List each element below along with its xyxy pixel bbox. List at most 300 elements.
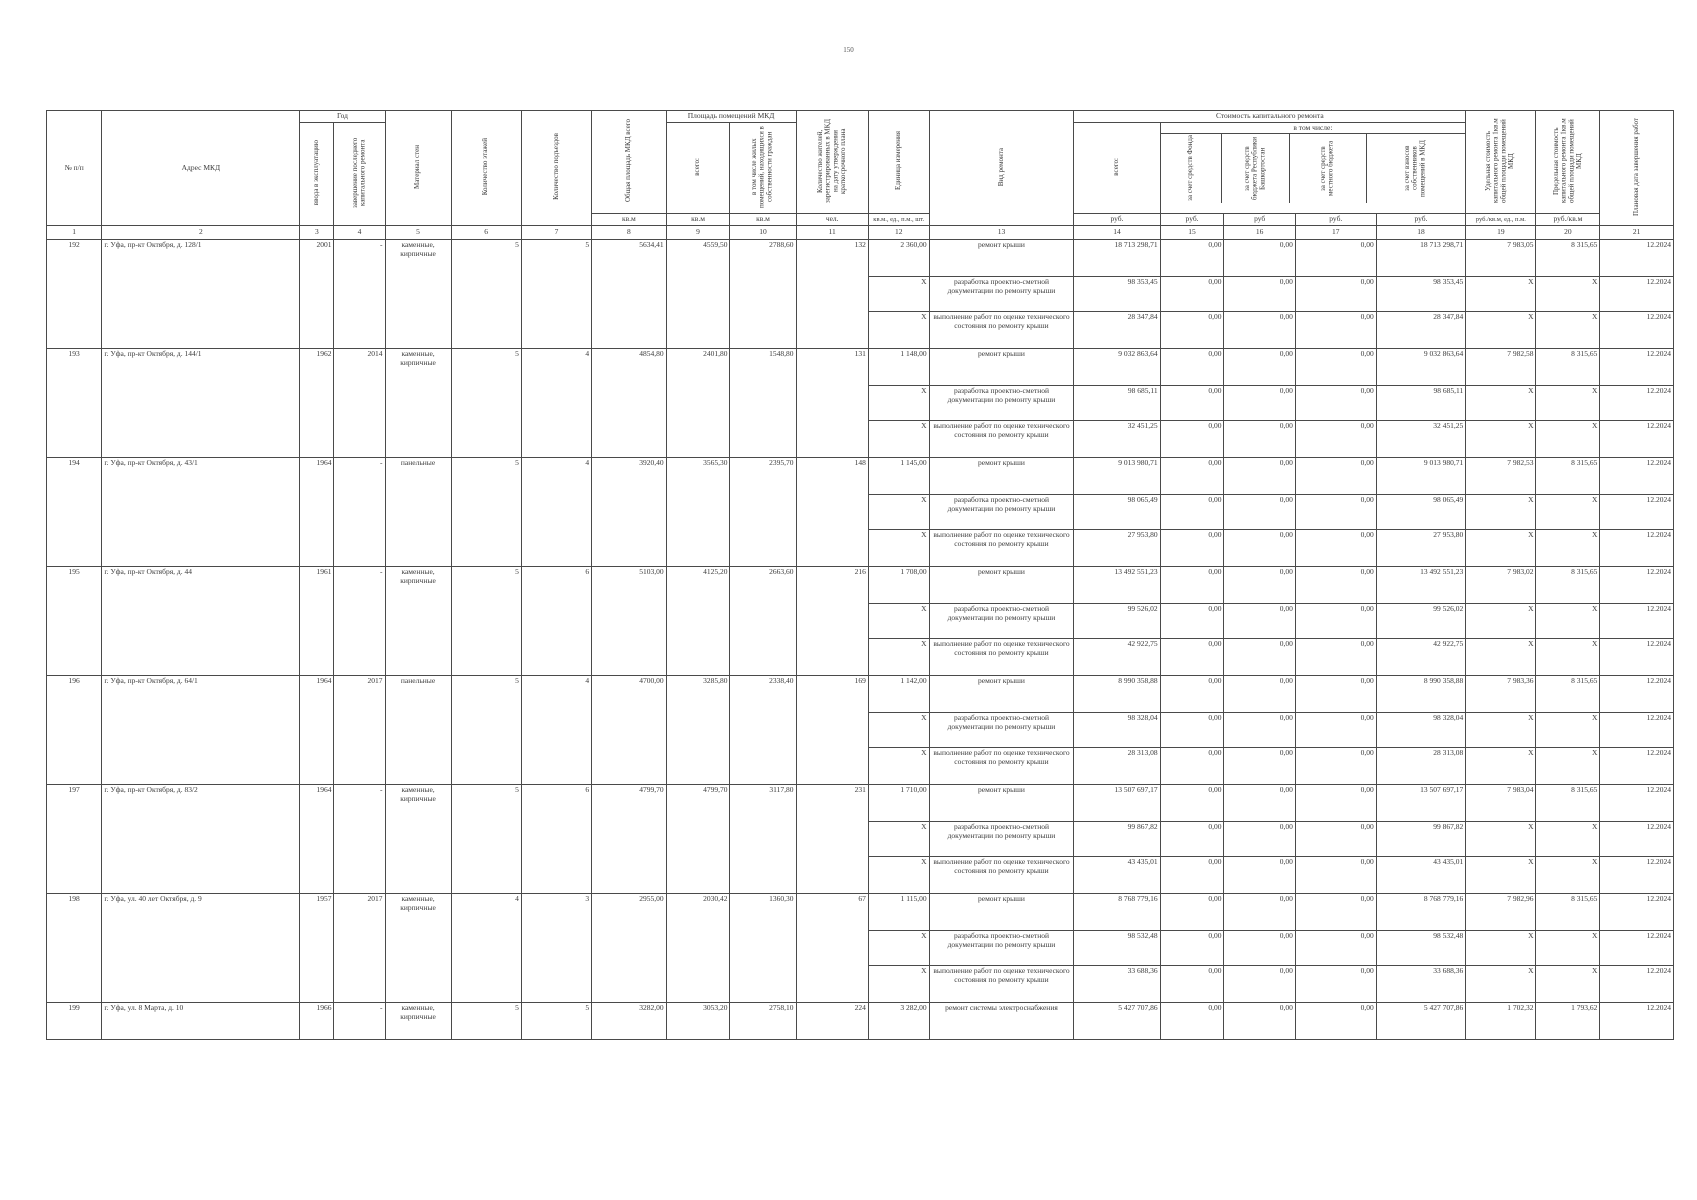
row-entrances: 4 bbox=[521, 676, 591, 785]
header-address: Адрес МКД bbox=[102, 111, 300, 226]
row-cost-total: 28 313,08 bbox=[1074, 748, 1160, 785]
header-incl-group bbox=[1160, 122, 1466, 214]
row-max-cost: 8 315,65 bbox=[1536, 894, 1600, 931]
row-cost-local: 0,00 bbox=[1295, 822, 1376, 857]
row-cost-republic: 0,00 bbox=[1224, 931, 1295, 966]
row-specific-cost: 7 982,96 bbox=[1466, 894, 1536, 931]
row-cost-total: 9 013 980,71 bbox=[1074, 458, 1160, 495]
row-material: панельные bbox=[385, 676, 451, 785]
unit-cell: кв.м., ед., п.м., шт. bbox=[868, 214, 929, 226]
unit-cell: руб. bbox=[1160, 214, 1224, 226]
row-max-cost: X bbox=[1536, 495, 1600, 530]
row-work-type: выполнение работ по оценке технического состояния по ремонту крыши bbox=[929, 421, 1074, 458]
header-cost-group: Стоимость капитального ремонта bbox=[1074, 111, 1466, 123]
header-specific-cost: Удельная стоимость капитального ремонта 1кв.м общей площади помещений МКД bbox=[1466, 111, 1536, 214]
row-work-type: разработка проектно-сметной документации по ремонту крыши bbox=[929, 386, 1074, 421]
row-cost-local: 0,00 bbox=[1295, 713, 1376, 748]
row-cost-republic: 0,00 bbox=[1224, 530, 1295, 567]
row-cost-total: 33 688,36 bbox=[1074, 966, 1160, 1003]
header-premises-private: в том числе жилых помещений, находящихся в собственности граждан bbox=[730, 122, 796, 214]
row-cost-total: 27 953,80 bbox=[1074, 530, 1160, 567]
row-work-type: выполнение работ по оценке технического состояния по ремонту крыши bbox=[929, 530, 1074, 567]
row-premises: 4559,50 bbox=[666, 240, 730, 349]
column-number: 8 bbox=[592, 226, 667, 240]
row-private: 2788,60 bbox=[730, 240, 796, 349]
row-cost-republic: 0,00 bbox=[1224, 748, 1295, 785]
row-address: г. Уфа, пр-кт Октября, д. 64/1 bbox=[102, 676, 300, 785]
table-row bbox=[47, 894, 1674, 931]
row-area: 4799,70 bbox=[592, 785, 667, 894]
row-floors: 5 bbox=[451, 676, 521, 785]
row-work-type: разработка проектно-сметной документации по ремонту крыши bbox=[929, 604, 1074, 639]
row-work-type: выполнение работ по оценке технического состояния по ремонту крыши bbox=[929, 966, 1074, 1003]
row-cost-republic: 0,00 bbox=[1224, 567, 1295, 604]
row-specific-cost: 7 983,36 bbox=[1466, 676, 1536, 713]
unit-cell: руб. bbox=[1074, 214, 1160, 226]
header-floors: Количество этажей bbox=[451, 111, 521, 226]
row-cost-total: 8 990 358,88 bbox=[1074, 676, 1160, 713]
row-cost-local: 0,00 bbox=[1295, 349, 1376, 386]
row-premises: 3565,30 bbox=[666, 458, 730, 567]
column-number: 1 bbox=[47, 226, 102, 240]
header-premises-total: всего: bbox=[666, 122, 730, 214]
row-cost-fund: 0,00 bbox=[1160, 386, 1224, 421]
row-unit: X bbox=[868, 748, 929, 785]
row-residents: 216 bbox=[796, 567, 868, 676]
row-planned-date: 12.2024 bbox=[1600, 785, 1674, 822]
row-cost-total: 13 492 551,23 bbox=[1074, 567, 1160, 604]
row-cost-local: 0,00 bbox=[1295, 458, 1376, 495]
row-cost-republic: 0,00 bbox=[1224, 676, 1295, 713]
row-specific-cost: X bbox=[1466, 822, 1536, 857]
row-cost-republic: 0,00 bbox=[1224, 1003, 1295, 1040]
row-premises: 2030,42 bbox=[666, 894, 730, 1003]
row-cost-owners: 5 427 707,86 bbox=[1376, 1003, 1466, 1040]
row-num: 192 bbox=[47, 240, 102, 349]
row-max-cost: X bbox=[1536, 421, 1600, 458]
row-planned-date: 12.2024 bbox=[1600, 240, 1674, 277]
row-cost-owners: 9 032 863,64 bbox=[1376, 349, 1466, 386]
row-unit: X bbox=[868, 386, 929, 421]
column-number: 2 bbox=[102, 226, 300, 240]
row-cost-owners: 98 328,04 bbox=[1376, 713, 1466, 748]
row-planned-date: 12.2024 bbox=[1600, 966, 1674, 1003]
row-floors: 5 bbox=[451, 349, 521, 458]
row-private: 2663,60 bbox=[730, 567, 796, 676]
row-cost-republic: 0,00 bbox=[1224, 386, 1295, 421]
row-repair-year: - bbox=[334, 458, 385, 567]
header-planned-date: Плановая дата завершения работ bbox=[1600, 111, 1674, 226]
row-area: 4700,00 bbox=[592, 676, 667, 785]
row-specific-cost: X bbox=[1466, 931, 1536, 966]
row-num: 197 bbox=[47, 785, 102, 894]
row-cost-republic: 0,00 bbox=[1224, 458, 1295, 495]
row-cost-republic: 0,00 bbox=[1224, 240, 1295, 277]
row-cost-local: 0,00 bbox=[1295, 421, 1376, 458]
row-work-type: ремонт крыши bbox=[929, 349, 1074, 386]
row-unit: X bbox=[868, 966, 929, 1003]
row-area: 4854,80 bbox=[592, 349, 667, 458]
row-work-type: разработка проектно-сметной документации по ремонту крыши bbox=[929, 277, 1074, 312]
row-specific-cost: X bbox=[1466, 966, 1536, 1003]
row-cost-fund: 0,00 bbox=[1160, 567, 1224, 604]
row-cost-fund: 0,00 bbox=[1160, 676, 1224, 713]
row-cost-owners: 9 013 980,71 bbox=[1376, 458, 1466, 495]
row-unit: X bbox=[868, 857, 929, 894]
row-cost-local: 0,00 bbox=[1295, 748, 1376, 785]
header-cost-owners: за счет взносов собственников помещений в МКД bbox=[1403, 139, 1427, 197]
row-cost-owners: 99 867,82 bbox=[1376, 822, 1466, 857]
column-number: 10 bbox=[730, 226, 796, 240]
row-planned-date: 12.2024 bbox=[1600, 458, 1674, 495]
row-planned-date: 12.2024 bbox=[1600, 894, 1674, 931]
row-max-cost: 8 315,65 bbox=[1536, 349, 1600, 386]
row-cost-fund: 0,00 bbox=[1160, 495, 1224, 530]
row-cost-owners: 99 526,02 bbox=[1376, 604, 1466, 639]
row-cost-republic: 0,00 bbox=[1224, 312, 1295, 349]
row-num: 195 bbox=[47, 567, 102, 676]
row-planned-date: 12.2024 bbox=[1600, 567, 1674, 604]
row-year: 1961 bbox=[300, 567, 334, 676]
row-unit: X bbox=[868, 421, 929, 458]
row-unit: X bbox=[868, 713, 929, 748]
row-specific-cost: X bbox=[1466, 604, 1536, 639]
header-year-group: Год bbox=[300, 111, 385, 123]
row-max-cost: X bbox=[1536, 857, 1600, 894]
row-cost-fund: 0,00 bbox=[1160, 458, 1224, 495]
row-floors: 5 bbox=[451, 1003, 521, 1040]
row-unit: X bbox=[868, 604, 929, 639]
row-unit: 1 145,00 bbox=[868, 458, 929, 495]
column-number: 15 bbox=[1160, 226, 1224, 240]
row-work-type: ремонт крыши bbox=[929, 240, 1074, 277]
row-cost-owners: 8 768 779,16 bbox=[1376, 894, 1466, 931]
row-cost-fund: 0,00 bbox=[1160, 421, 1224, 458]
row-planned-date: 12.2024 bbox=[1600, 604, 1674, 639]
row-repair-year: - bbox=[334, 785, 385, 894]
row-cost-owners: 28 313,08 bbox=[1376, 748, 1466, 785]
row-cost-owners: 98 353,45 bbox=[1376, 277, 1466, 312]
row-cost-local: 0,00 bbox=[1295, 312, 1376, 349]
header-premises-group: Площадь помещений МКД bbox=[666, 111, 796, 123]
row-floors: 5 bbox=[451, 567, 521, 676]
row-planned-date: 12.2024 bbox=[1600, 277, 1674, 312]
row-num: 199 bbox=[47, 1003, 102, 1040]
row-planned-date: 12.2024 bbox=[1600, 713, 1674, 748]
row-cost-republic: 0,00 bbox=[1224, 966, 1295, 1003]
row-area: 3282,00 bbox=[592, 1003, 667, 1040]
row-cost-owners: 27 953,80 bbox=[1376, 530, 1466, 567]
row-cost-republic: 0,00 bbox=[1224, 894, 1295, 931]
column-number: 13 bbox=[929, 226, 1074, 240]
row-specific-cost: X bbox=[1466, 857, 1536, 894]
row-cost-fund: 0,00 bbox=[1160, 312, 1224, 349]
row-private: 2338,40 bbox=[730, 676, 796, 785]
column-number: 18 bbox=[1376, 226, 1466, 240]
column-number: 6 bbox=[451, 226, 521, 240]
row-material: каменные, кирпичные bbox=[385, 240, 451, 349]
row-work-type: выполнение работ по оценке технического состояния по ремонту крыши bbox=[929, 748, 1074, 785]
row-entrances: 5 bbox=[521, 240, 591, 349]
row-address: г. Уфа, пр-кт Октября, д. 43/1 bbox=[102, 458, 300, 567]
unit-cell: кв.м bbox=[666, 214, 730, 226]
row-entrances: 5 bbox=[521, 1003, 591, 1040]
row-cost-fund: 0,00 bbox=[1160, 822, 1224, 857]
row-cost-republic: 0,00 bbox=[1224, 822, 1295, 857]
header-cost-total: всего: bbox=[1074, 122, 1160, 214]
table-row bbox=[47, 349, 1674, 386]
column-number: 11 bbox=[796, 226, 868, 240]
row-max-cost: X bbox=[1536, 386, 1600, 421]
row-planned-date: 12.2024 bbox=[1600, 530, 1674, 567]
row-cost-fund: 0,00 bbox=[1160, 785, 1224, 822]
row-entrances: 3 bbox=[521, 894, 591, 1003]
row-unit: X bbox=[868, 639, 929, 676]
row-specific-cost: 1 702,32 bbox=[1466, 1003, 1536, 1040]
row-repair-year: 2017 bbox=[334, 894, 385, 1003]
row-planned-date: 12.2024 bbox=[1600, 676, 1674, 713]
row-cost-fund: 0,00 bbox=[1160, 748, 1224, 785]
row-repair-year: - bbox=[334, 1003, 385, 1040]
row-planned-date: 12.2024 bbox=[1600, 495, 1674, 530]
row-year: 1964 bbox=[300, 458, 334, 567]
row-planned-date: 12.2024 bbox=[1600, 349, 1674, 386]
row-work-type: ремонт крыши bbox=[929, 567, 1074, 604]
row-max-cost: X bbox=[1536, 277, 1600, 312]
row-planned-date: 12.2024 bbox=[1600, 421, 1674, 458]
row-cost-local: 0,00 bbox=[1295, 1003, 1376, 1040]
row-area: 3920,40 bbox=[592, 458, 667, 567]
row-specific-cost: 7 983,02 bbox=[1466, 567, 1536, 604]
row-residents: 148 bbox=[796, 458, 868, 567]
row-cost-local: 0,00 bbox=[1295, 931, 1376, 966]
row-cost-fund: 0,00 bbox=[1160, 966, 1224, 1003]
row-year: 2001 bbox=[300, 240, 334, 349]
column-number: 5 bbox=[385, 226, 451, 240]
unit-cell: кв.м bbox=[730, 214, 796, 226]
row-cost-owners: 8 990 358,88 bbox=[1376, 676, 1466, 713]
unit-cell: кв.м bbox=[592, 214, 667, 226]
row-planned-date: 12.2024 bbox=[1600, 639, 1674, 676]
column-number: 16 bbox=[1224, 226, 1295, 240]
row-work-type: разработка проектно-сметной документации по ремонту крыши bbox=[929, 931, 1074, 966]
row-specific-cost: X bbox=[1466, 713, 1536, 748]
row-cost-total: 9 032 863,64 bbox=[1074, 349, 1160, 386]
row-unit: 1 115,00 bbox=[868, 894, 929, 931]
row-cost-republic: 0,00 bbox=[1224, 713, 1295, 748]
unit-cell: руб. bbox=[1295, 214, 1376, 226]
row-cost-local: 0,00 bbox=[1295, 639, 1376, 676]
row-num: 194 bbox=[47, 458, 102, 567]
row-cost-local: 0,00 bbox=[1295, 857, 1376, 894]
page-number: 150 bbox=[843, 46, 854, 54]
row-private: 2395,70 bbox=[730, 458, 796, 567]
row-year: 1966 bbox=[300, 1003, 334, 1040]
header-wall-material: Материал стен bbox=[385, 111, 451, 226]
row-cost-local: 0,00 bbox=[1295, 785, 1376, 822]
row-cost-local: 0,00 bbox=[1295, 894, 1376, 931]
row-private: 3117,80 bbox=[730, 785, 796, 894]
row-year: 1962 bbox=[300, 349, 334, 458]
row-floors: 5 bbox=[451, 458, 521, 567]
row-work-type: выполнение работ по оценке технического состояния по ремонту крыши bbox=[929, 639, 1074, 676]
table-body bbox=[47, 240, 1674, 1040]
row-area: 5634,41 bbox=[592, 240, 667, 349]
row-specific-cost: X bbox=[1466, 495, 1536, 530]
row-specific-cost: X bbox=[1466, 277, 1536, 312]
row-repair-year: - bbox=[334, 240, 385, 349]
row-premises: 3285,80 bbox=[666, 676, 730, 785]
row-cost-fund: 0,00 bbox=[1160, 639, 1224, 676]
row-cost-total: 98 328,04 bbox=[1074, 713, 1160, 748]
row-cost-local: 0,00 bbox=[1295, 386, 1376, 421]
row-unit: X bbox=[868, 495, 929, 530]
row-max-cost: X bbox=[1536, 822, 1600, 857]
row-cost-fund: 0,00 bbox=[1160, 604, 1224, 639]
column-number: 14 bbox=[1074, 226, 1160, 240]
header-cost-local: за счет средств местного бюджета bbox=[1290, 134, 1367, 203]
row-cost-owners: 28 347,84 bbox=[1376, 312, 1466, 349]
row-planned-date: 12.2024 bbox=[1600, 857, 1674, 894]
row-unit: X bbox=[868, 822, 929, 857]
row-unit: X bbox=[868, 277, 929, 312]
row-cost-local: 0,00 bbox=[1295, 495, 1376, 530]
row-cost-local: 0,00 bbox=[1295, 277, 1376, 312]
row-specific-cost: 7 982,53 bbox=[1466, 458, 1536, 495]
row-max-cost: 8 315,65 bbox=[1536, 785, 1600, 822]
row-cost-total: 98 353,45 bbox=[1074, 277, 1160, 312]
unit-cell: руб./кв.м, ед., п.м. bbox=[1466, 214, 1536, 226]
row-cost-fund: 0,00 bbox=[1160, 240, 1224, 277]
row-cost-total: 98 065,49 bbox=[1074, 495, 1160, 530]
row-cost-total: 99 526,02 bbox=[1074, 604, 1160, 639]
row-cost-republic: 0,00 bbox=[1224, 421, 1295, 458]
row-cost-owners: 98 532,48 bbox=[1376, 931, 1466, 966]
row-residents: 132 bbox=[796, 240, 868, 349]
row-unit: 1 148,00 bbox=[868, 349, 929, 386]
row-cost-republic: 0,00 bbox=[1224, 495, 1295, 530]
row-max-cost: X bbox=[1536, 931, 1600, 966]
row-residents: 224 bbox=[796, 1003, 868, 1040]
row-cost-fund: 0,00 bbox=[1160, 277, 1224, 312]
row-cost-republic: 0,00 bbox=[1224, 857, 1295, 894]
row-cost-local: 0,00 bbox=[1295, 240, 1376, 277]
table-row bbox=[47, 785, 1674, 822]
row-unit: 1 710,00 bbox=[868, 785, 929, 822]
row-max-cost: 8 315,65 bbox=[1536, 567, 1600, 604]
row-address: г. Уфа, пр-кт Октября, д. 128/1 bbox=[102, 240, 300, 349]
row-cost-total: 28 347,84 bbox=[1074, 312, 1160, 349]
row-specific-cost: X bbox=[1466, 530, 1536, 567]
row-num: 193 bbox=[47, 349, 102, 458]
row-num: 196 bbox=[47, 676, 102, 785]
row-work-type: разработка проектно-сметной документации по ремонту крыши bbox=[929, 495, 1074, 530]
row-private: 2758,10 bbox=[730, 1003, 796, 1040]
row-address: г. Уфа, ул. 8 Марта, д. 10 bbox=[102, 1003, 300, 1040]
row-cost-total: 98 532,48 bbox=[1074, 931, 1160, 966]
row-cost-local: 0,00 bbox=[1295, 567, 1376, 604]
row-unit: X bbox=[868, 312, 929, 349]
row-max-cost: 8 315,65 bbox=[1536, 240, 1600, 277]
row-work-type: разработка проектно-сметной документации по ремонту крыши bbox=[929, 822, 1074, 857]
row-entrances: 6 bbox=[521, 785, 591, 894]
row-work-type: выполнение работ по оценке технического состояния по ремонту крыши bbox=[929, 857, 1074, 894]
row-max-cost: X bbox=[1536, 312, 1600, 349]
row-cost-total: 32 451,25 bbox=[1074, 421, 1160, 458]
row-residents: 169 bbox=[796, 676, 868, 785]
header-year-last-repair: завершение последнего капитального ремонта bbox=[334, 122, 385, 226]
row-max-cost: 8 315,65 bbox=[1536, 676, 1600, 713]
row-address: г. Уфа, пр-кт Октября, д. 44 bbox=[102, 567, 300, 676]
row-cost-local: 0,00 bbox=[1295, 604, 1376, 639]
row-work-type: ремонт крыши bbox=[929, 785, 1074, 822]
row-cost-owners: 98 685,11 bbox=[1376, 386, 1466, 421]
header-num: № п/п bbox=[47, 111, 102, 226]
row-area: 2955,00 bbox=[592, 894, 667, 1003]
row-planned-date: 12.2024 bbox=[1600, 931, 1674, 966]
row-unit: X bbox=[868, 530, 929, 567]
row-max-cost: X bbox=[1536, 639, 1600, 676]
row-cost-fund: 0,00 bbox=[1160, 530, 1224, 567]
row-max-cost: X bbox=[1536, 966, 1600, 1003]
column-number: 20 bbox=[1536, 226, 1600, 240]
header-total-area: Общая площадь МКД всего bbox=[592, 111, 667, 214]
row-cost-owners: 13 507 697,17 bbox=[1376, 785, 1466, 822]
row-cost-fund: 0,00 bbox=[1160, 713, 1224, 748]
table-row bbox=[47, 458, 1674, 495]
row-entrances: 4 bbox=[521, 349, 591, 458]
row-planned-date: 12.2024 bbox=[1600, 822, 1674, 857]
row-floors: 4 bbox=[451, 894, 521, 1003]
row-residents: 231 bbox=[796, 785, 868, 894]
row-work-type: ремонт системы электроснабжения bbox=[929, 1003, 1074, 1040]
row-cost-fund: 0,00 bbox=[1160, 1003, 1224, 1040]
row-work-type: выполнение работ по оценке технического состояния по ремонту крыши bbox=[929, 312, 1074, 349]
row-cost-owners: 43 435,01 bbox=[1376, 857, 1466, 894]
row-planned-date: 12.2024 bbox=[1600, 386, 1674, 421]
row-cost-owners: 98 065,49 bbox=[1376, 495, 1466, 530]
row-residents: 67 bbox=[796, 894, 868, 1003]
row-specific-cost: X bbox=[1466, 639, 1536, 676]
row-cost-republic: 0,00 bbox=[1224, 349, 1295, 386]
unit-cell: руб. bbox=[1376, 214, 1466, 226]
row-material: каменные, кирпичные bbox=[385, 894, 451, 1003]
column-number: 7 bbox=[521, 226, 591, 240]
row-cost-republic: 0,00 bbox=[1224, 277, 1295, 312]
row-specific-cost: X bbox=[1466, 386, 1536, 421]
row-private: 1360,30 bbox=[730, 894, 796, 1003]
row-cost-total: 43 435,01 bbox=[1074, 857, 1160, 894]
row-cost-fund: 0,00 bbox=[1160, 931, 1224, 966]
row-specific-cost: 7 983,04 bbox=[1466, 785, 1536, 822]
row-unit: 1 708,00 bbox=[868, 567, 929, 604]
row-repair-year: 2014 bbox=[334, 349, 385, 458]
row-unit: 3 282,00 bbox=[868, 1003, 929, 1040]
row-premises: 4125,20 bbox=[666, 567, 730, 676]
row-premises: 2401,80 bbox=[666, 349, 730, 458]
row-address: г. Уфа, ул. 40 лет Октября, д. 9 bbox=[102, 894, 300, 1003]
row-specific-cost: X bbox=[1466, 312, 1536, 349]
row-cost-owners: 42 922,75 bbox=[1376, 639, 1466, 676]
row-work-type: ремонт крыши bbox=[929, 676, 1074, 713]
table-row bbox=[47, 567, 1674, 604]
row-cost-owners: 13 492 551,23 bbox=[1376, 567, 1466, 604]
column-number: 3 bbox=[300, 226, 334, 240]
row-material: панельные bbox=[385, 458, 451, 567]
row-cost-republic: 0,00 bbox=[1224, 639, 1295, 676]
row-cost-local: 0,00 bbox=[1295, 966, 1376, 1003]
row-cost-owners: 18 713 298,71 bbox=[1376, 240, 1466, 277]
